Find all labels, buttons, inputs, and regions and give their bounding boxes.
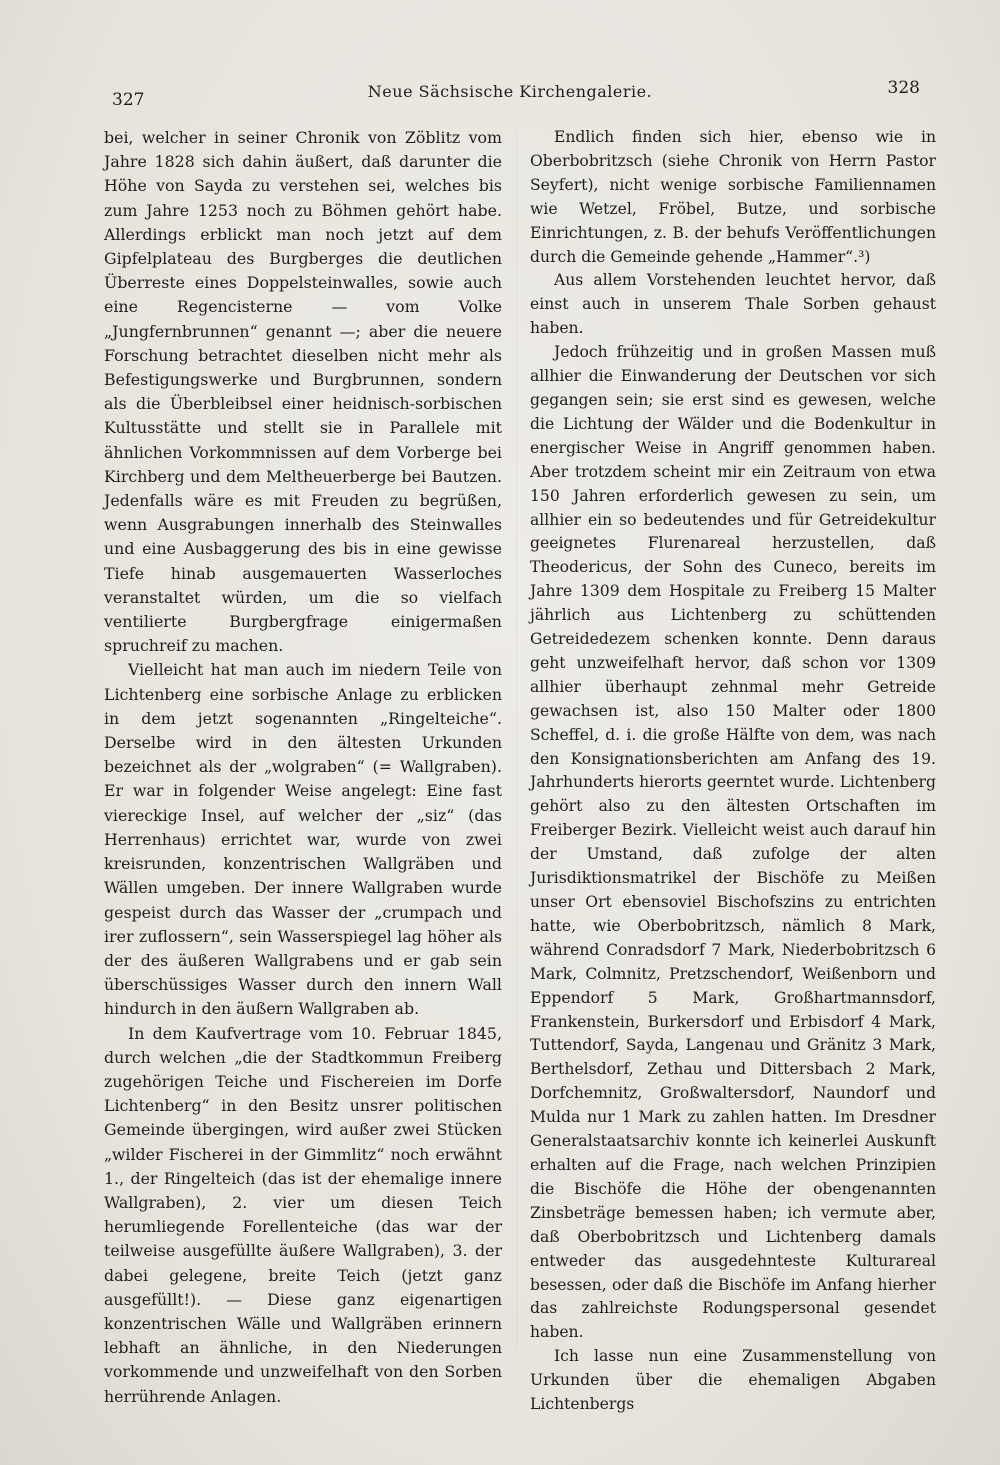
paragraph: Ich lasse nun eine Zusammenstellung von Urkunden über die ehemaligen Abgaben Lichtenbergs [530, 1347, 936, 1414]
page-number-right: 328 [887, 78, 920, 98]
paragraph: bei, welcher in seiner Chronik von Zöblitz vom Jahre 1828 sich dahin äußert, daß darunter die Höhe von Sayda zu verstehen sei, welches bis zum Jahre 1253 noch zu Böhmen gehört habe. Allerdings erblickt man noch jetzt auf dem Gipfelplateau des Burgberges die deutlichen Überreste eines Doppelsteinwalles, sowie auch eine Regencisterne — vom Volke „Jungfernbrunnen“ genannt —; aber die neuere Forschung betrachtet dieselben nicht mehr als Befestigungswerke und Burgbrunnen, sondern als die Überbleibsel einer heidnisch-sorbischen Kultusstätte und stellt sie in Parallele mit ähnlichen Vorkommnissen auf dem Vorberge bei Kirchberg und dem Meltheuerberge bei Bautzen. Jedenfalls wäre es mit Freuden zu begrüßen, wenn Ausgrabungen innerhalb des Steinwalles und eine Ausbaggerung des bis in eine gewisse Tiefe hinab ausgemauerten Wasserloches veranstaltet würden, um die so vielfach ventilierte Burgbergfrage einigermaßen spruchreif zu machen. [104, 128, 502, 656]
paragraph: Jedoch frühzeitig und in großen Massen muß allhier die Einwanderung der Deutschen vor sich gegangen sein; sie erst sind es gewesen, welche die Lichtung der Wälder und die Bodenkultur in energischer Weise in Angriff genommen haben. Aber trotzdem scheint mir ein Zeitraum von etwa 150 Jahren erforderlich gewesen zu sein, um allhier ein so bedeutendes und für Getreidekultur geeignetes Flurenareal herzustellen, daß Theodericus, der Sohn des Cuneco, bereits im Jahre 1309 dem Hospitale zu Freiberg 15 Malter jährlich aus Lichtenberg zu schüttenden Getreidedezem schenken konnte. Denn daraus geht unzweifelhaft hervor, daß schon vor 1309 allhier überhaupt zehnmal mehr Getreide gewachsen ist, also 150 Malter oder 1800 Scheffel, d. i. die große Hälfte von dem, was nach den Konsignationsberichten am Anfang des 19. Jahrhunderts hierorts geerntet wurde. Lichtenberg gehört also zu den ältesten Ortschaften im Freiberger Bezirk. Vielleicht weist auch darauf hin der Umstand, daß zufolge der alten Jurisdiktionsmatrikel der Bischöfe zu Meißen unser Ort ebensoviel Bischofszins zu entrichten hatte, wie Oberbobritzsch, nämlich 8 Mark, während Conradsdorf 7 Mark, Niederbobritzsch 6 Mark, Colmnitz, Pretzschendorf, Weißenborn und Eppendorf 5 Mark, Großhartmannsdorf, Frankenstein, Burkersdorf und Erbisdorf 4 Mark, Tuttendorf, Sayda, Langenau und Gränitz 3 Mark, Berthelsdorf, Zethau und Dittersbach 2 Mark, Dorfchemnitz, Großwaltersdorf, Naundorf und Mulda nur 1 Mark zu zahlen hatten. Im Dresdner Generalstaatsarchiv konnte ich keinerlei Auskunft erhalten auf die Frage, nach welchen Prinzipien die Bischöfe die Höhe der obengenannten Zinsbeträge bemessen haben; ich vermute aber, daß Oberbobritzsch und Lichtenberg damals entweder das ausgedehnteste Kulturareal besessen, oder daß die Bischöfe im Anfang hierher das zahlreichste Rodungspersonal gesendet haben. [530, 343, 936, 1342]
paragraph: Endlich finden sich hier, ebenso wie in Oberbobritzsch (siehe Chronik von Herrn Pastor Seyfert), nicht wenige sorbische Familiennamen wie Wetzel, Fröbel, Butze, und sorbische Einrichtungen, z. B. der behufs Veröffentlichungen durch die Gemeinde gehende „Hammer“.³) [530, 128, 936, 266]
right-column [530, 126, 936, 1417]
running-title: Neue Sächsische Kirchengalerie. [367, 82, 653, 101]
left-column [104, 126, 502, 1409]
paragraph: Vielleicht hat man auch im niedern Teile von Lichtenberg eine sorbische Anlage zu erblicken in dem jetzt sogenannten „Ringelteiche“. Derselbe wird in den ältesten Urkunden bezeichnet als der „wolgraben“ (= Wallgraben). Er war in folgender Weise angelegt: Eine fast viereckige Insel, auf welcher der „siz“ (das Herrenhaus) errichtet war, wurde von zwei kreisrunden, konzentrischen Wallgräben und Wällen umgeben. Der innere Wallgraben wurde gespeist durch das Wasser der „crumpach und irer zuflossern“, sein Wasserspiegel lag höher als der des äußeren Wallgrabens und er gab sein überschüssiges Wasser durch den innern Wall hindurch in den äußern Wallgraben ab. [104, 660, 502, 1019]
paragraph: Aus allem Vorstehenden leuchtet hervor, daß einst auch in unserem Thale Sorben gehaust haben. [530, 271, 936, 338]
page-header [100, 74, 920, 114]
column-gutter [516, 130, 517, 1350]
page-number-left: 327 [112, 90, 145, 110]
paragraph: In dem Kaufvertrage vom 10. Februar 1845, durch welchen „die der Stadtkommun Freiberg zugehörigen Teiche und Fischereien im Dorfe Lichtenberg“ in den Besitz unsrer politischen Gemeinde übergingen, wird außer zwei Stücken „wilder Fischerei in der Gimmlitz“ noch erwähnt 1., der Ringelteich (das ist der ehemalige innere Wallgraben), 2. vier um diesen Teich herumliegende Forellenteiche (das war der teilweise ausgefüllte äußere Wallgraben), 3. der dabei gelegene, breite Teich (jetzt ganz ausgefüllt!). — Diese ganz eigenartigen konzentrischen Wälle und Wallgräben erinnern lebhaft an ähnliche, in den Niederungen vorkommende und unzweifelhaft von den Sorben herrührende Anlagen. [104, 1023, 502, 1406]
